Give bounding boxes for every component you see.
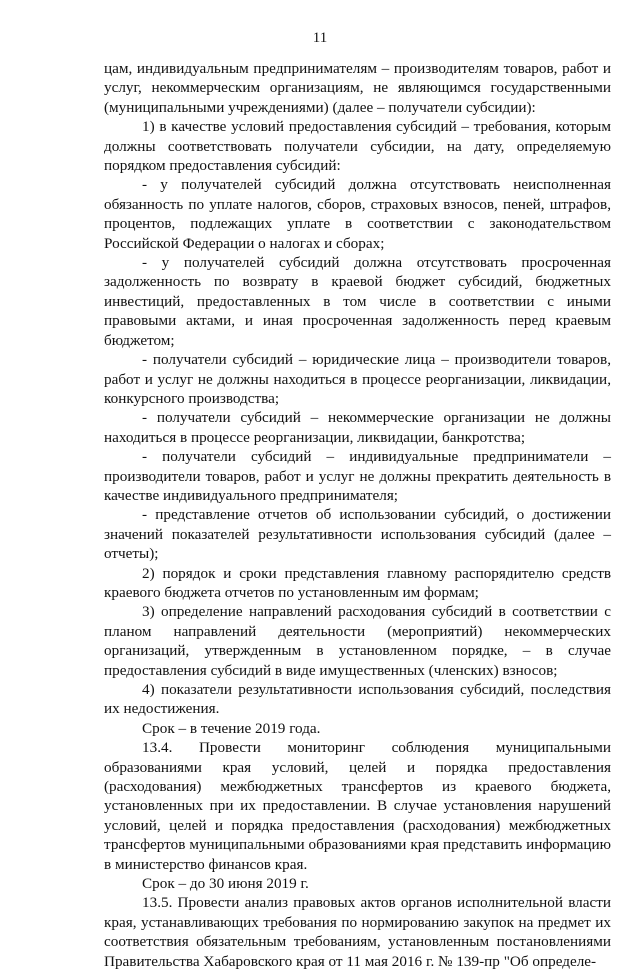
paragraph-bullet-entrepreneurs: - получатели субсидий – индивидуальные предприниматели – производители товаров, работ и услуг не должны прекратить деятельность в качестве индивидуального предпринимателя; xyxy=(104,448,611,504)
paragraph-bullet-legal-entities: - получатели субсидий – юридические лица – производители товаров, работ и услуг не должны находиться в процессе реорганизации, ликвидации, конкурсного производства; xyxy=(104,351,611,407)
paragraph-condition-2: 2) порядок и сроки представления главному распорядителю средств краевого бюджета отчетов по установленным им формам; xyxy=(104,564,611,601)
paragraph-bullet-taxes: - у получателей субсидий должна отсутствовать неисполненная обязанность по уплате налогов, сборов, страховых взносов, пеней, штрафов, процентов, подлежащих уплате в соответствии с законодательством Российской Федерации о налогах и сборах; xyxy=(104,176,611,252)
paragraph-condition-3: 3) определение направлений расходования субсидий в соответствии с планом направлений деятельности (мероприятий) некоммерческих организаций, утвержденным в установленном порядке, – в случае предоставления субсидий в виде имущественных (членских) взносов; xyxy=(104,603,611,679)
paragraph-deadline-2: Срок – до 30 июня 2019 г. xyxy=(142,875,309,893)
page-number: 11 xyxy=(312,30,328,46)
paragraph-deadline-1: Срок – в течение 2019 года. xyxy=(142,719,321,737)
paragraph-continuation: цам, индивидуальным предпринимателям – производителям товаров, работ и услуг, некоммерческим организациям, не являющимся государственными (муниципальными учреждениями) (далее – получатели субсидии): xyxy=(104,60,611,116)
paragraph-item-13-4: 13.4. Провести мониторинг соблюдения муниципальными образованиями края условий, целей и порядка предоставления (расходования) межбюджетных трансфертов из краевого бюджета, установленных при их предоставлении. В случае установления нарушений условий, целей и порядка предоставления (расходования) межбюджетных трансфертов муниципальными образованиями края представить информацию в министерство финансов края. xyxy=(104,739,611,873)
paragraph-bullet-debt: - у получателей субсидий должна отсутствовать просроченная задолженность по возврату в краевой бюджет субсидий, бюджетных инвестиций, предоставленных в том числе в соответствии с иными правовыми актами, и иная просроченная задолженность перед краевым бюджетом; xyxy=(104,254,611,349)
paragraph-item-13-5: 13.5. Провести анализ правовых актов органов исполнительной власти края, устанавливающих требования по нормированию закупок на предмет их соответствия обязательным требованиям, установленным постановлениями Правительства Хабаровского края от 11 мая 2016 г. № 139-пр "Об определе- xyxy=(104,894,611,970)
paragraph-condition-4: 4) показатели результативности использования субсидий, последствия их недостижения. xyxy=(104,681,611,718)
document-body xyxy=(104,59,611,971)
paragraph-condition-1: 1) в качестве условий предоставления субсидий – требования, которым должны соответствовать получатели субсидии, на дату, определяемую порядком предоставления субсидий: xyxy=(104,118,611,175)
paragraph-bullet-reports: - представление отчетов об использовании субсидий, о достижении значений показателей результативности использования субсидий (далее – отчеты); xyxy=(104,506,611,563)
paragraph-bullet-nonprofits: - получатели субсидий – некоммерческие организации не должны находиться в процессе реорганизации, ликвидации, банкротства; xyxy=(104,409,611,446)
